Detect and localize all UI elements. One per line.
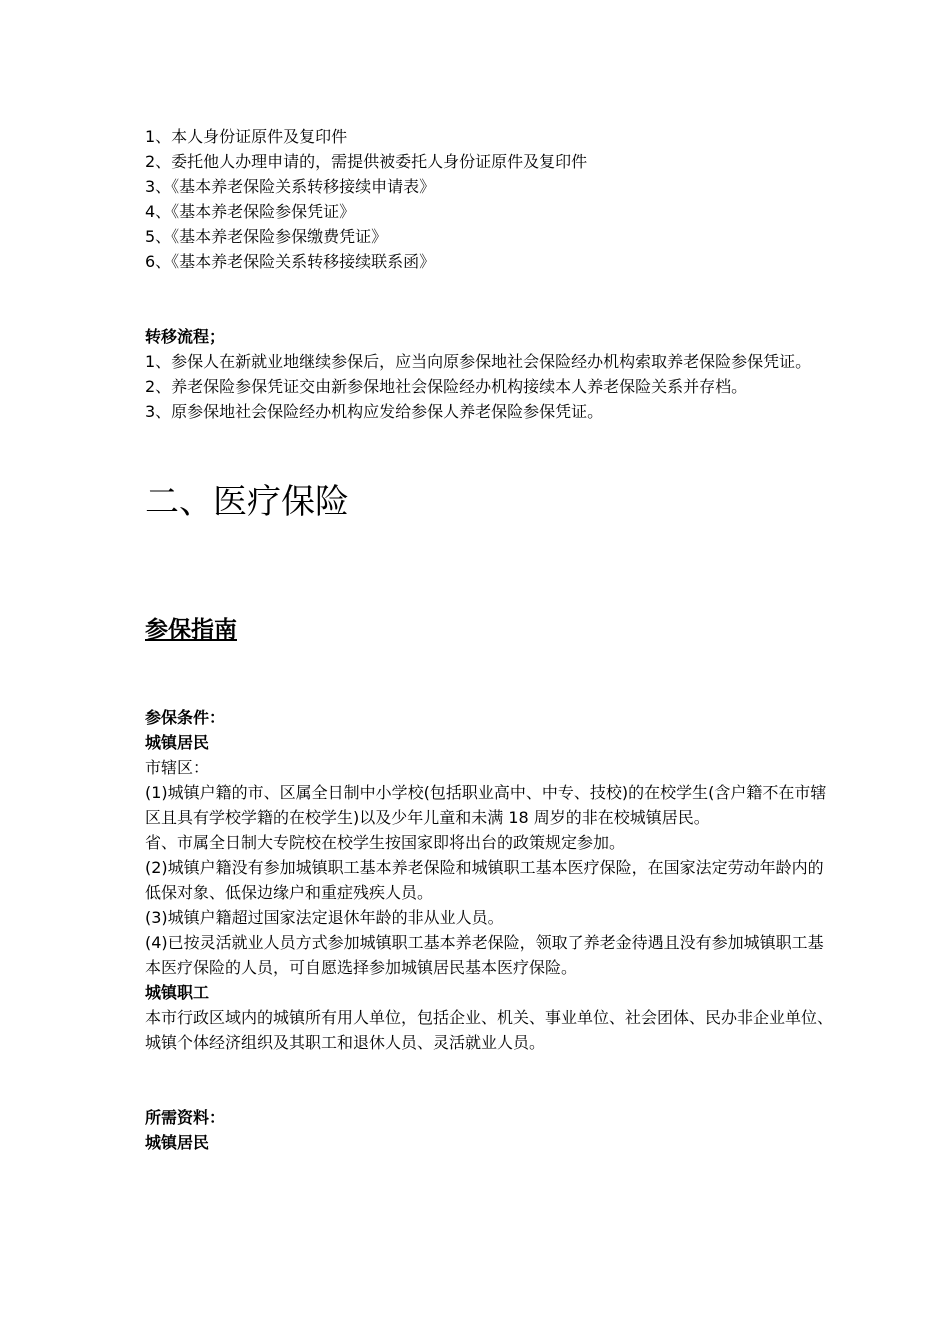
urban-residents-label: 城镇居民: [145, 733, 210, 752]
list-item: 1、参保人在新就业地继续参保后，应当向原参保地社会保险经办机构索取养老保险参保凭证。: [145, 352, 812, 371]
transfer-heading: 转移流程；: [145, 327, 226, 346]
list-item: 4、《基本养老保险参保凭证》: [145, 202, 356, 221]
list-item: (4)已按灵活就业人员方式参加城镇职工基本养老保险，领取了养老金待遇且没有参加城镇职工基本医疗保险的人员，可自愿选择参加城镇居民基本医疗保险。: [145, 933, 824, 977]
list-item: 5、《基本养老保险参保缴费凭证》: [145, 227, 388, 246]
list-item: 2、养老保险参保凭证交由新参保地社会保险经办机构接续本人养老保险关系并存档。: [145, 377, 748, 396]
materials-urban-residents: 城镇居民: [145, 1133, 210, 1152]
document-page: [145, 124, 835, 1155]
guide-title: 参保指南: [145, 617, 237, 643]
conditions-heading: 参保条件：: [145, 708, 226, 727]
materials-heading: 所需资料：: [145, 1108, 226, 1127]
list-item: (1)城镇户籍的市、区属全日制中小学校(包括职业高中、中专、技校)的在校学生(含户籍不在市辖区且具有学校学籍的在校学生)以及少年儿童和未满 18 周岁的非在校城镇居民。: [145, 783, 827, 827]
required-documents-list: [145, 124, 835, 274]
list-item: 3、原参保地社会保险经办机构应发给参保人养老保险参保凭证。: [145, 402, 604, 421]
list-item: 1、本人身份证原件及复印件: [145, 127, 348, 146]
transfer-process: [145, 324, 835, 424]
enrollment-conditions: [145, 705, 835, 1055]
list-item: 3、《基本养老保险关系转移接续申请表》: [145, 177, 436, 196]
list-item: 6、《基本养老保险关系转移接续联系函》: [145, 252, 436, 271]
urban-workers-label: 城镇职工: [145, 983, 210, 1002]
workers-text: 本市行政区域内的城镇所有用人单位，包括企业、机关、事业单位、社会团体、民办非企业单位、城镇个体经济组织及其职工和退休人员、灵活就业人员。: [145, 1008, 834, 1052]
section-title: 二、医疗保险: [145, 482, 349, 522]
district-label: 市辖区：: [145, 758, 210, 777]
required-materials: [145, 1105, 835, 1155]
list-item: (2)城镇户籍没有参加城镇职工基本养老保险和城镇职工基本医疗保险，在国家法定劳动年龄内的低保对象、低保边缘户和重症残疾人员。: [145, 858, 824, 902]
list-item: 2、委托他人办理申请的，需提供被委托人身份证原件及复印件: [145, 152, 588, 171]
list-item: (3)城镇户籍超过国家法定退休年龄的非从业人员。: [145, 908, 504, 927]
list-item: 省、市属全日制大专院校在校学生按国家即将出台的政策规定参加。: [145, 833, 626, 852]
